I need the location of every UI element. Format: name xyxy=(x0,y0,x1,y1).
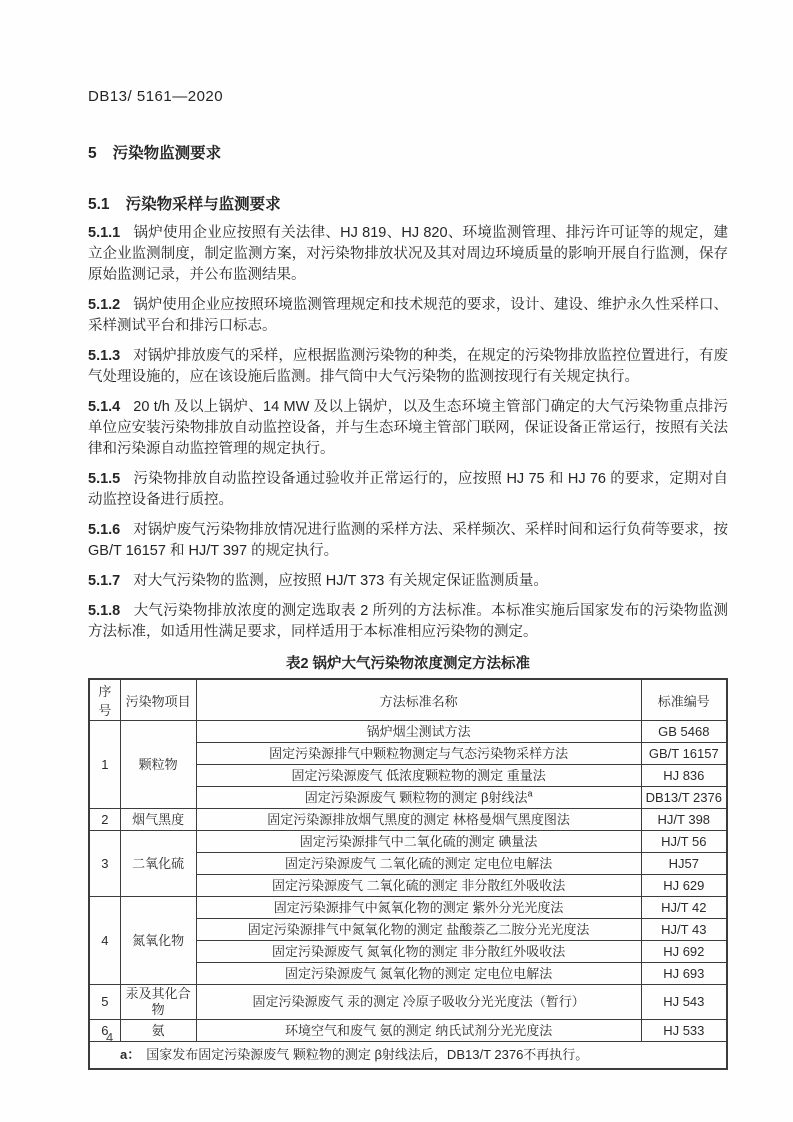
row-index-cell: 5 xyxy=(89,985,120,1020)
clause-number: 5.1.8 xyxy=(88,603,121,619)
row-index-cell: 6 xyxy=(89,1020,120,1042)
method-name-cell: 锅炉烟尘测试方法 xyxy=(196,721,641,743)
method-name-cell: 固定污染源废气 二氧化硫的测定 非分散红外吸收法 xyxy=(196,875,641,897)
section-title: 污染物监测要求 xyxy=(112,145,222,162)
table-row xyxy=(89,809,727,831)
method-name-cell: 固定污染源废气 颗粒物的测定 β射线法$^a$ xyxy=(196,787,641,809)
clause-5.1.6: 5.1.6 对锅炉废气污染物排放情况进行监测的采样方法、采样频次、采样时间和运行负荷等要求，按 GB/T 16157 和 HJ/T 397 的规定执行。 xyxy=(88,522,728,559)
method-name-cell: 固定污染源废气 低浓度颗粒物的测定 重量法 xyxy=(196,765,641,787)
subsection-heading xyxy=(88,192,728,214)
standard-code-cell: HJ/T 56 xyxy=(641,831,727,853)
clause-5.1.3: 5.1.3 对锅炉排放废气的采样，应根据监测污染物的种类，在规定的污染物排放监控位置进行，有废气处理设施的，应在该设施后监测。排气筒中大气污染物的监测按现行有关规定执行。 xyxy=(88,348,728,385)
subsection-title: 污染物采样与监测要求 xyxy=(125,196,281,213)
method-name-cell: 固定污染源排气中氮氧化物的测定 紫外分光光度法 xyxy=(196,897,641,919)
pollutant-cell: 氨 xyxy=(120,1020,196,1042)
clause-5.1.2: 5.1.2 锅炉使用企业应按照环境监测管理规定和技术规范的要求，设计、建设、维护永久性采样口、采样测试平台和排污口标志。 xyxy=(88,297,728,334)
clause-number: 5.1.7 xyxy=(88,573,121,589)
subsection-number: 5.1 xyxy=(88,196,110,213)
section-number: 5 xyxy=(88,145,97,162)
method-name-cell: 固定污染源排气中氮氧化物的测定 盐酸萘乙二胺分光光度法 xyxy=(196,919,641,941)
standard-code-cell: GB 5468 xyxy=(641,721,727,743)
pollutant-cell: 烟气黑度 xyxy=(120,809,196,831)
table-row xyxy=(89,897,727,919)
standard-code-cell: HJ 836 xyxy=(641,765,727,787)
header-index: 序号 xyxy=(89,679,120,721)
clause-5.1.4: 5.1.4 20 t/h 及以上锅炉、14 MW 及以上锅炉，以及生态环境主管部门确定的大气污染物重点排污单位应安装污染物排放自动监控设备，并与生态环境主管部门联网，保证设备正常运行，按照有关法律和污染源自动监控管理的规定执行。 xyxy=(88,399,728,457)
standard-code-cell: HJ 693 xyxy=(641,963,727,985)
method-name-cell: 固定污染源废气 二氧化硫的测定 定电位电解法 xyxy=(196,853,641,875)
row-index-cell: 3 xyxy=(89,831,120,897)
standard-code-cell: HJ57 xyxy=(641,853,727,875)
standard-code-cell: HJ 543 xyxy=(641,985,727,1020)
pollutant-cell: 二氧化硫 xyxy=(120,831,196,897)
standard-code-cell: HJ/T 43 xyxy=(641,919,727,941)
clause-number: 5.1.3 xyxy=(88,348,121,364)
pollutant-cell: 氮氧化物 xyxy=(120,897,196,985)
row-index-cell: 1 xyxy=(89,721,120,809)
methods-table xyxy=(88,678,728,1070)
pollutant-cell: 颗粒物 xyxy=(120,721,196,809)
clause-5.1.7: 5.1.7 对大气污染物的监测，应按照 HJ/T 373 有关规定保证监测质量。 xyxy=(88,573,548,589)
doc-number: DB13/ 5161—2020 xyxy=(88,88,224,105)
clause-number: 5.1.6 xyxy=(88,522,121,538)
method-name-cell: 固定污染源废气 汞的测定 冷原子吸收分光光度法（暂行） xyxy=(196,985,641,1020)
section-heading xyxy=(88,141,728,163)
table-footnote xyxy=(89,1042,727,1070)
standard-code-cell: DB13/T 2376 xyxy=(641,787,727,809)
row-index-cell: 4 xyxy=(89,897,120,985)
footnote-text: 国家发布固定污染源废气 颗粒物的测定 β射线法后，DB13/T 2376不再执行。 xyxy=(146,1047,589,1062)
method-name-cell: 固定污染源排气中二氧化硫的测定 碘量法 xyxy=(196,831,641,853)
standard-code-cell: HJ/T 398 xyxy=(641,809,727,831)
standard-code-cell: HJ/T 42 xyxy=(641,897,727,919)
table-footnote-row xyxy=(89,1042,727,1070)
table-header-row xyxy=(89,679,727,721)
header-method-name: 方法标准名称 xyxy=(196,679,641,721)
footnote-label: a： xyxy=(120,1047,141,1062)
table-row xyxy=(89,1020,727,1042)
footnote-marker: a xyxy=(527,788,533,799)
clause-number: 5.1.2 xyxy=(88,297,121,313)
clauses-container xyxy=(88,223,728,643)
header-standard-code: 标准编号 xyxy=(641,679,727,721)
method-name-cell: 环境空气和废气 氨的测定 纳氏试剂分光光度法 xyxy=(196,1020,641,1042)
standard-code-cell: HJ 692 xyxy=(641,941,727,963)
clause-5.1.5: 5.1.5 污染物排放自动监控设备通过验收并正常运行的，应按照 HJ 75 和 HJ 76 的要求，定期对自动监控设备进行质控。 xyxy=(88,471,728,508)
table-row xyxy=(89,721,727,743)
table-row xyxy=(89,985,727,1020)
table-row xyxy=(89,831,727,853)
row-index-cell: 2 xyxy=(89,809,120,831)
header-pollutant: 污染物项目 xyxy=(120,679,196,721)
page-number: 4 xyxy=(106,1030,114,1045)
clause-number: 5.1.1 xyxy=(88,225,121,241)
table-caption: 表2 锅炉大气污染物浓度测定方法标准 xyxy=(285,656,531,672)
method-name-cell: 固定污染源废气 氮氧化物的测定 定电位电解法 xyxy=(196,963,641,985)
method-name-cell: 固定污染源排气中颗粒物测定与气态污染物采样方法 xyxy=(196,743,641,765)
standard-code-cell: GB/T 16157 xyxy=(641,743,727,765)
page-content xyxy=(88,0,728,1070)
pollutant-cell: 汞及其化合物 xyxy=(120,985,196,1020)
clause-5.1.1: 5.1.1 锅炉使用企业应按照有关法律、HJ 819、HJ 820、环境监测管理、排污许可证等的规定，建立企业监测制度，制定监测方案，对污染物排放状况及其对周边环境质量的影响开展自行监测，保存原始监测记录，并公布监测结果。 xyxy=(88,225,728,283)
clause-number: 5.1.5 xyxy=(88,471,121,487)
method-name-cell: 固定污染源废气 氮氧化物的测定 非分散红外吸收法 xyxy=(196,941,641,963)
method-name-cell: 固定污染源排放烟气黑度的测定 林格曼烟气黑度图法 xyxy=(196,809,641,831)
standard-code-cell: HJ 629 xyxy=(641,875,727,897)
clause-number: 5.1.4 xyxy=(88,399,121,415)
clause-5.1.8: 5.1.8 大气污染物排放浓度的测定选取表 2 所列的方法标准。本标准实施后国家发布的污染物监测方法标准，如适用性满足要求，同样适用于本标准相应污染物的测定。 xyxy=(88,603,728,640)
standard-code-cell: HJ 533 xyxy=(641,1020,727,1042)
